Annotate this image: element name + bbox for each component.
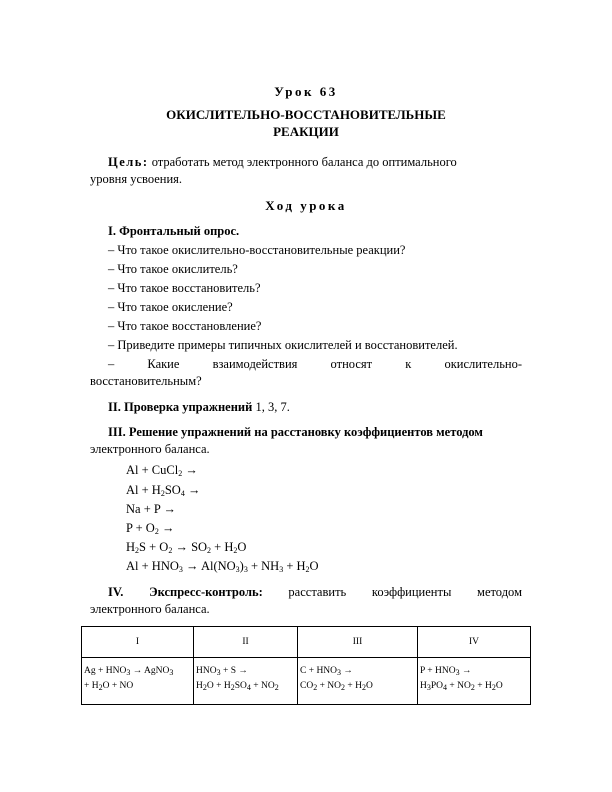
question-3: – Что такое восстановитель? bbox=[108, 281, 261, 295]
word: коэффициенты bbox=[371, 585, 452, 599]
question-5: – Что такое восстановление? bbox=[108, 319, 262, 333]
word: IV. bbox=[108, 585, 124, 599]
title-line-2: РЕАКЦИИ bbox=[273, 124, 339, 139]
goal-line-2: уровня усвоения. bbox=[90, 172, 183, 186]
goal-line-1 bbox=[108, 154, 522, 170]
header-cell-3: III bbox=[298, 627, 418, 658]
question-4: – Что такое окисление? bbox=[108, 300, 233, 314]
table-row bbox=[82, 658, 531, 705]
table-cell-1: $Ag + HNO_3$ → AgNO$_3$ + $H_2O$ + NO bbox=[82, 658, 194, 705]
word: относят bbox=[330, 357, 373, 371]
equation-4: $P + O_2$ → bbox=[126, 521, 175, 536]
section-2-numbers: 1, 3, 7. bbox=[255, 400, 290, 414]
course-heading: Ход урока bbox=[265, 198, 347, 213]
table-cell-4: $P + HNO_3$ → $H_3PO_4 + NO_2 + H_2O$ bbox=[418, 658, 531, 705]
section-4-title-line-2: электронного баланса. bbox=[90, 602, 210, 616]
equation-6: $Al + HNO_3 \to Al(NO_3)_3 + NH_3 + H_2O$ bbox=[126, 559, 319, 574]
header-cell-2: II bbox=[194, 627, 298, 658]
table-cell-2: $HNO_3 + S$ → $H_2O + H_2SO_4 + NO_2$ bbox=[194, 658, 298, 705]
equation-1: Al + CuCl$_2$ → bbox=[126, 463, 198, 478]
lesson-number: Урок 63 bbox=[274, 84, 338, 99]
section-2-title bbox=[108, 399, 522, 415]
section-3-title-line-2: электронного баланса. bbox=[90, 442, 210, 456]
word: методом bbox=[477, 585, 522, 599]
goal-text: отработать метод электронного баланса до оптимального bbox=[151, 155, 457, 169]
word: взаимодействия bbox=[212, 357, 298, 371]
question-1: – Что такое окислительно-восстановительные реакции? bbox=[108, 243, 406, 257]
word: расставить bbox=[288, 585, 347, 599]
section-1-title: I. Фронтальный опрос. bbox=[108, 224, 240, 238]
equation-3: Na + P → bbox=[126, 502, 176, 516]
section-4-title bbox=[108, 584, 522, 600]
question-6: – Приведите примеры типичных окислителей и восстановителей. bbox=[108, 338, 458, 352]
question-7-line-1 bbox=[108, 356, 522, 372]
table-cell-3: $C + HNO_3$ → $CO_2 + NO_2 + H_2O$ bbox=[298, 658, 418, 705]
equation-5: $H_2S + O_2 \to SO_2 + H_2O$ bbox=[126, 540, 247, 555]
question-2: – Что такое окислитель? bbox=[108, 262, 238, 276]
express-control-table bbox=[81, 626, 531, 705]
header-cell-1: I bbox=[82, 627, 194, 658]
question-7-line-2: восстановительным? bbox=[90, 374, 202, 388]
word: Какие bbox=[147, 357, 180, 371]
word: к bbox=[405, 357, 412, 371]
title-line-1: ОКИСЛИТЕЛЬНО-ВОССТАНОВИТЕЛЬНЫЕ bbox=[166, 107, 446, 122]
section-3-title: III. Решение упражнений на расстановку коэффициентов методом bbox=[108, 425, 483, 439]
word: Экспресс-контроль: bbox=[149, 585, 263, 599]
word: – bbox=[108, 357, 115, 371]
section-2-label: II. Проверка упражнений bbox=[108, 400, 253, 414]
table-header-row bbox=[82, 627, 531, 658]
goal-label: Цель: bbox=[108, 155, 149, 169]
equation-2: $Al + H_2SO_4$ → bbox=[126, 483, 201, 498]
word: окислительно- bbox=[444, 357, 522, 371]
header-cell-4: IV bbox=[418, 627, 531, 658]
